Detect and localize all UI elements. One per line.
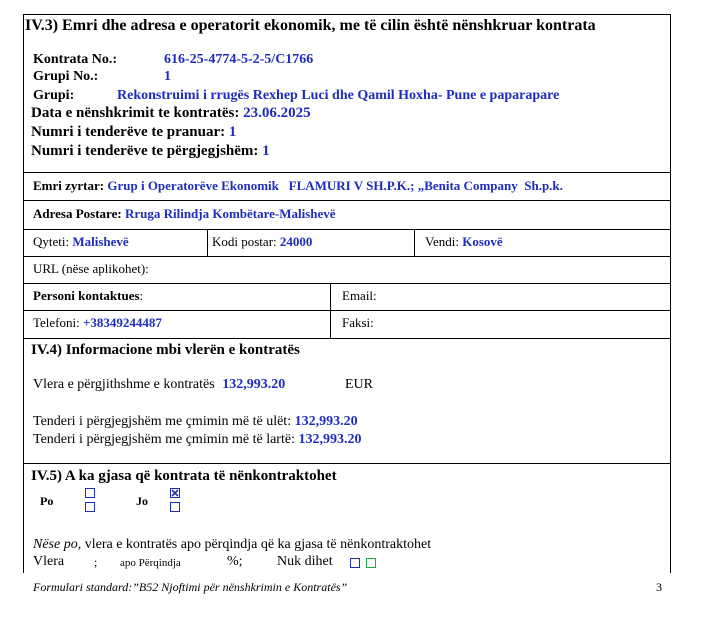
country-value: Kosovë <box>462 234 503 249</box>
divider <box>23 229 671 230</box>
highest-price-value: 132,993.20 <box>298 432 362 447</box>
fax-label: Faksi: <box>342 315 374 330</box>
email-label: Email: <box>342 288 377 303</box>
lowest-price-label: Tenderi i përgjegjshëm me çmimin më të ulët: <box>33 414 292 429</box>
official-name-value: Grup i Operatorëve Ekonomik FLAMURI V SH.P.K.; „Benita Company Sh.p.k. <box>107 178 563 193</box>
if-yes-line <box>33 537 431 553</box>
postal-code-label: Kodi postar: <box>212 234 277 249</box>
country-cell <box>425 234 503 250</box>
total-value-label: Vlera e përgjithshme e kontratës <box>33 377 215 392</box>
contact-person-cell <box>33 288 143 304</box>
percent-sign: %; <box>227 554 243 569</box>
country-label: Vendi: <box>425 234 459 249</box>
group-label: Grupi: <box>33 88 75 103</box>
contract-no-label: Kontrata No.: <box>33 52 117 67</box>
tenders-responsive-line <box>31 143 270 160</box>
jo-label: Jo <box>136 494 148 508</box>
sign-date-label: Data e nënshkrimit te kontratës: <box>31 105 240 121</box>
group-no-value: 1 <box>164 69 171 84</box>
divider <box>23 310 671 311</box>
postal-address-value: Rruga Rilindja Kombëtare-Malishevë <box>124 206 336 221</box>
group-value: Rekonstruimi i rrugës Rexhep Luci dhe Qamil Hoxha- Pune e paparapare <box>117 88 560 103</box>
section-iv3-heading: IV.3) Emri dhe adresa e operatorit ekonomik, me të cilin është nënshkruar kontrata <box>25 17 596 34</box>
if-yes-italic: Nëse po, <box>33 537 82 552</box>
lowest-price-row <box>33 414 358 430</box>
tenders-received-label: Numri i tenderëve te pranuar: <box>31 124 226 140</box>
unknown-checkbox-blue[interactable] <box>350 558 360 568</box>
contact-person-colon: : <box>139 288 144 303</box>
divider <box>23 200 671 201</box>
sign-date-value: 23.06.2025 <box>243 105 311 121</box>
unknown-label: Nuk dihet <box>277 554 333 569</box>
contract-no-value: 616-25-4774-5-2-5/C1766 <box>164 52 314 67</box>
jo-checkbox-checked[interactable] <box>170 488 180 498</box>
official-name-row <box>33 178 563 194</box>
divider <box>207 229 208 256</box>
tenders-responsive-label: Numri i tenderëve te përgjegjshëm: <box>31 143 259 159</box>
total-value: 132,993.20 <box>222 377 286 392</box>
group-no-label: Grupi No.: <box>33 69 99 84</box>
po-checkbox-top[interactable] <box>85 488 95 498</box>
value-semicolon: ; <box>94 555 98 569</box>
divider <box>23 256 671 257</box>
po-label: Po <box>40 494 54 508</box>
phone-cell <box>33 315 162 331</box>
value-label: Vlera <box>33 554 65 569</box>
city-cell <box>33 234 129 250</box>
contact-person-label: Personi kontaktues <box>33 288 140 303</box>
if-yes-rest: vlera e kontratës apo përqindja që ka gjasa të nënkontraktohet <box>81 537 432 552</box>
city-label: Qyteti: <box>33 234 70 249</box>
url-label: URL (nëse aplikohet): <box>33 261 149 276</box>
unknown-checkbox-green[interactable] <box>366 558 376 568</box>
city-value: Malishevë <box>72 234 129 249</box>
tenders-responsive-value: 1 <box>262 143 270 159</box>
postal-code-value: 24000 <box>279 234 313 249</box>
highest-price-label: Tenderi i përgjegjshëm me çmimin më të lartë: <box>33 432 295 447</box>
section-iv5-heading: IV.5) A ka gjasa që kontrata të nënkontraktohet <box>31 468 337 484</box>
lowest-price-value: 132,993.20 <box>294 414 358 429</box>
phone-label: Telefoni: <box>33 315 80 330</box>
x-mark-icon <box>171 489 179 497</box>
highest-price-row <box>33 432 361 448</box>
total-value-row <box>33 377 285 393</box>
divider <box>330 283 331 338</box>
divider <box>23 283 671 284</box>
tenders-received-line <box>31 124 236 141</box>
postal-address-label: Adresa Postare: <box>33 206 122 221</box>
footer-page-number: 3 <box>656 580 662 594</box>
divider <box>414 229 415 256</box>
tenders-received-value: 1 <box>228 124 237 140</box>
jo-checkbox[interactable] <box>170 502 180 512</box>
or-percent-label: apo Përqindja <box>120 557 181 569</box>
postal-address-row <box>33 206 336 222</box>
po-checkbox[interactable] <box>85 502 95 512</box>
section-iv4-heading: IV.4) Informacione mbi vlerën e kontratës <box>31 342 300 358</box>
official-name-label: Emri zyrtar: <box>33 178 105 193</box>
footer-form-name: Formulari standard:”B52 Njoftimi për nënshkrimin e Kontratës” <box>33 580 348 594</box>
postal-code-cell <box>212 234 312 250</box>
currency: EUR <box>345 377 373 392</box>
phone-value: +38349244487 <box>83 315 162 330</box>
sign-date-line <box>31 105 311 122</box>
